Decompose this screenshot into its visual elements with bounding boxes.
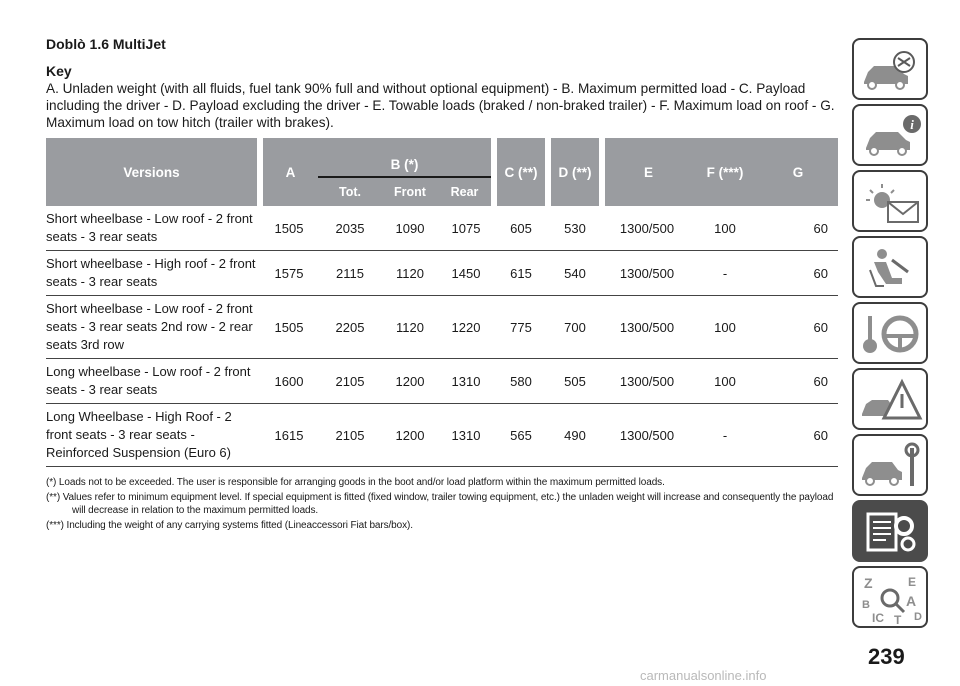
table-row [46,206,838,251]
cell-b-tot: 2105 [318,359,382,404]
cell-c: 580 [494,359,548,404]
cell-a: 1505 [260,296,318,359]
key-heading: Key [46,63,72,79]
cell-b-front: 1200 [382,404,438,467]
cell-version: Long Wheelbase - High Roof - 2 front seats - 3 rear seats - Reinforced Suspension (Euro 6) [46,404,260,467]
page-content [46,36,838,131]
cell-b-front: 1200 [382,359,438,404]
table-row [46,359,838,404]
cell-b-rear: 1075 [438,206,494,251]
cell-e: 1300/500 [602,251,692,296]
cell-a: 1615 [260,404,318,467]
svg-text:B: B [862,599,870,611]
cell-d: 490 [548,404,602,467]
chapter-tab-warning-lights[interactable] [852,170,928,232]
chapter-tab-vehicle-knowledge[interactable] [852,38,928,100]
car-maintenance-icon [858,440,926,494]
cell-d: 530 [548,206,602,251]
weights-table [46,138,838,467]
header-e: E [602,138,692,206]
cell-g: 60 [758,206,838,251]
cell-d: 700 [548,296,602,359]
footnote: (***) Including the weight of any carrying systems fitted (Lineaccessori Fiat bars/box). [46,520,413,531]
chapter-tab-technical-data[interactable] [852,500,928,562]
car-info-icon [858,110,926,164]
chapter-tab-safety[interactable] [852,236,928,298]
alphabetical-index-icon [858,572,926,626]
cell-f: 100 [692,206,758,251]
cell-b-front: 1120 [382,296,438,359]
footnotes [46,476,836,534]
header-b-tot: Tot. [318,177,382,206]
cell-b-rear: 1450 [438,251,494,296]
table-row [46,251,838,296]
header-b-front: Front [382,177,438,206]
cell-d: 505 [548,359,602,404]
cell-version: Short wheelbase - Low roof - 2 front seats - 3 rear seats [46,206,260,251]
chapter-tab-emergency[interactable] [852,368,928,430]
svg-text:Z: Z [864,575,873,591]
key-description: A. Unladen weight (with all fluids, fuel tank 90% full and without optional equipment) - B. Maximum permitted load - C. Payload including the driver - D. Payload excluding the driver - E. Towable loads (braked / non-braked trailer) - F. Maximum load on roof - G. Maximum load on tow hitch (trailer with brakes). [46,81,835,130]
key-steering-wheel-icon [858,308,926,362]
header-b-rear: Rear [438,177,494,206]
watermark-text: carmanualsonline.info [640,668,767,683]
cell-version: Long wheelbase - Low roof - 2 front seats - 3 rear seats [46,359,260,404]
footnote: (*) Loads not to be exceeded. The user is responsible for arranging goods in the boot and/or load platform within the maximum permitted loads. [46,477,665,488]
cell-d: 540 [548,251,602,296]
cell-g: 60 [758,251,838,296]
cell-version: Short wheelbase - Low roof - 2 front seats - 3 rear seats 2nd row - 2 rear seats 3rd row [46,296,260,359]
car-emergency-icon [858,374,926,428]
cell-f: 100 [692,296,758,359]
chapter-tab-starting-driving[interactable] [852,302,928,364]
cell-g: 60 [758,359,838,404]
header-versions: Versions [46,138,260,206]
svg-text:T: T [894,613,902,626]
cell-a: 1505 [260,206,318,251]
header-c: C (**) [494,138,548,206]
car-search-icon [858,44,926,98]
table-row [46,404,838,467]
header-a: A [260,138,318,206]
cell-version: Short wheelbase - High roof - 2 front seats - 3 rear seats [46,251,260,296]
safety-seat-icon [858,242,926,296]
cell-b-rear: 1310 [438,404,494,467]
cell-f: - [692,404,758,467]
cell-b-front: 1120 [382,251,438,296]
cell-b-tot: 2205 [318,296,382,359]
header-f: F (***) [692,138,758,206]
page-number: 239 [868,644,905,669]
warning-lights-icon [858,176,926,230]
cell-g: 60 [758,404,838,467]
cell-f: 100 [692,359,758,404]
header-b: B (*) [318,138,494,177]
svg-text:E: E [908,575,917,589]
chapter-tab-index[interactable] [852,566,928,628]
cell-c: 565 [494,404,548,467]
cell-b-tot: 2115 [318,251,382,296]
cell-g: 60 [758,296,838,359]
header-g: G [758,138,838,206]
svg-text:i: i [910,117,914,132]
table-row [46,296,838,359]
chapter-tab-maintenance[interactable] [852,434,928,496]
cell-c: 775 [494,296,548,359]
cell-b-front: 1090 [382,206,438,251]
chapter-tab-dashboard[interactable] [852,104,928,166]
cell-c: 605 [494,206,548,251]
cell-c: 615 [494,251,548,296]
cell-e: 1300/500 [602,359,692,404]
cell-a: 1575 [260,251,318,296]
cell-f: - [692,251,758,296]
cell-b-rear: 1310 [438,359,494,404]
footnote: (**) Values refer to minimum equipment level. If special equipment is fitted (fixed window, trailer towing equipment, etc.) the unladen weight will increase and consequently the payload will decrease in relation to the maximum permitted loads. [46,492,834,516]
svg-text:IC: IC [872,611,884,625]
cell-a: 1600 [260,359,318,404]
cell-b-rear: 1220 [438,296,494,359]
cell-b-tot: 2105 [318,404,382,467]
cell-e: 1300/500 [602,206,692,251]
technical-data-icon [858,506,926,560]
svg-text:A: A [906,593,917,609]
cell-b-tot: 2035 [318,206,382,251]
cell-e: 1300/500 [602,296,692,359]
document-title: Doblò 1.6 MultiJet [46,36,166,52]
header-d: D (**) [548,138,602,206]
svg-text:D: D [914,611,922,623]
cell-e: 1300/500 [602,404,692,467]
